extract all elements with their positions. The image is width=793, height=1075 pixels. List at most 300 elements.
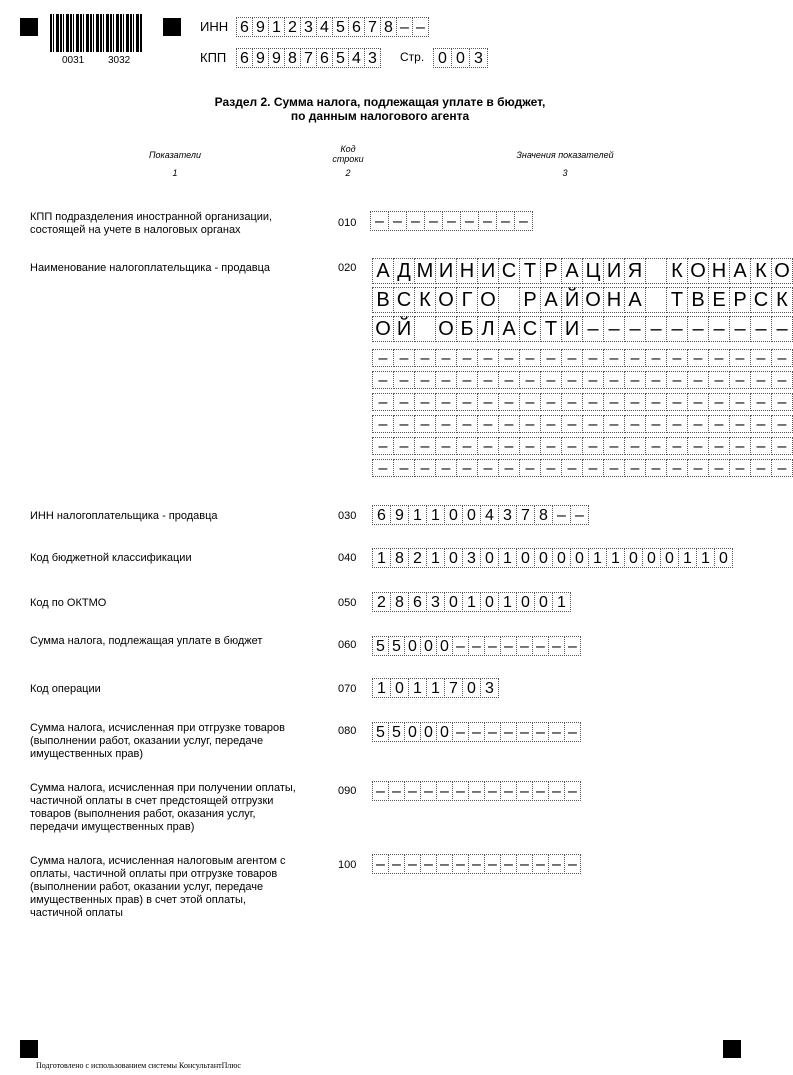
row-060-cell-12: – bbox=[564, 636, 581, 656]
row-020-empty-cell-1-5: – bbox=[477, 371, 499, 389]
row-020-empty-cell-5-5: – bbox=[477, 459, 499, 477]
row-020-empty-cell-5-1: – bbox=[393, 459, 415, 477]
row-020-line2-cell-15: В bbox=[687, 287, 709, 313]
row-080-cell-1: 5 bbox=[388, 722, 405, 742]
kpp-cells bbox=[236, 48, 380, 68]
row-020-line2-cell-17: Р bbox=[729, 287, 751, 313]
row-100-cells bbox=[372, 854, 580, 874]
row-020-empty-cell-0-8: – bbox=[540, 349, 562, 367]
inn-cell-6: 5 bbox=[332, 17, 349, 37]
row-040-cell-6: 0 bbox=[480, 548, 499, 568]
inn-cell-10: – bbox=[396, 17, 413, 37]
row-020-line2 bbox=[372, 287, 792, 313]
row-020-line2-cell-14: Т bbox=[666, 287, 688, 313]
row-030-cell-3: 1 bbox=[426, 505, 445, 525]
row-090-cell-11: – bbox=[548, 781, 565, 801]
row-020-empty-cell-3-1: – bbox=[393, 415, 415, 433]
row-020-line1-cell-1: Д bbox=[393, 258, 415, 284]
row-020-empty-cell-2-11: – bbox=[603, 393, 625, 411]
row-020-empty-cell-1-18: – bbox=[750, 371, 772, 389]
row-020-empty-line-3 bbox=[372, 415, 792, 433]
row-040-label: Код бюджетной классификации bbox=[30, 552, 192, 564]
row-020-empty-cell-0-19: – bbox=[771, 349, 793, 367]
inn-cell-0: 6 bbox=[236, 17, 253, 37]
row-040-code: 040 bbox=[338, 552, 357, 564]
row-020-empty-cell-4-19: – bbox=[771, 437, 793, 455]
row-020-code: 020 bbox=[338, 262, 357, 274]
row-100-cell-11: – bbox=[548, 854, 565, 874]
row-090-code: 090 bbox=[338, 785, 357, 797]
row-020-empty-cell-4-3: – bbox=[435, 437, 457, 455]
row-020-empty-cell-0-13: – bbox=[645, 349, 667, 367]
row-020-line2-cell-7: Р bbox=[519, 287, 541, 313]
row-030-cell-8: 7 bbox=[516, 505, 535, 525]
row-070-cell-0: 1 bbox=[372, 678, 391, 698]
row-020-empty-cell-4-12: – bbox=[624, 437, 646, 455]
row-020-line1-cell-19: О bbox=[771, 258, 793, 284]
row-020-empty-cell-5-8: – bbox=[540, 459, 562, 477]
row-020-empty-cell-4-2: – bbox=[414, 437, 436, 455]
row-020-empty-cell-4-14: – bbox=[666, 437, 688, 455]
row-020-empty-line-5 bbox=[372, 459, 792, 477]
row-040-cell-15: 0 bbox=[642, 548, 661, 568]
inn-label: ИНН bbox=[200, 19, 229, 34]
row-020-empty-cell-1-16: – bbox=[708, 371, 730, 389]
row-020-empty-cell-5-3: – bbox=[435, 459, 457, 477]
row-020-line2-cell-2: К bbox=[414, 287, 436, 313]
row-020-empty-cell-3-17: – bbox=[729, 415, 751, 433]
row-020-empty-cell-1-6: – bbox=[498, 371, 520, 389]
column-number-2: 2 bbox=[345, 168, 351, 178]
row-030-cell-10: – bbox=[552, 505, 571, 525]
row-020-line3-cell-7: С bbox=[519, 316, 541, 342]
kpp-cell-5: 6 bbox=[316, 48, 333, 68]
row-020-line1-cell-8: Р bbox=[540, 258, 562, 284]
row-020-empty-cell-0-16: – bbox=[708, 349, 730, 367]
row-100-cell-3: – bbox=[420, 854, 437, 874]
section-title bbox=[0, 95, 760, 123]
row-020-empty-cell-1-14: – bbox=[666, 371, 688, 389]
row-020-empty-cell-3-2: – bbox=[414, 415, 436, 433]
row-020-line1-cell-11: И bbox=[603, 258, 625, 284]
row-040-cell-16: 0 bbox=[660, 548, 679, 568]
row-020-empty-cell-5-16: – bbox=[708, 459, 730, 477]
row-080-cell-0: 5 bbox=[372, 722, 389, 742]
row-100-cell-4: – bbox=[436, 854, 453, 874]
row-020-line2-cell-16: Е bbox=[708, 287, 730, 313]
row-020-line2-cell-1: С bbox=[393, 287, 415, 313]
row-080-cell-8: – bbox=[500, 722, 517, 742]
row-050-code: 050 bbox=[338, 597, 357, 609]
row-020-empty-cell-5-11: – bbox=[603, 459, 625, 477]
row-020-empty-cell-5-0: – bbox=[372, 459, 394, 477]
kpp-cell-4: 7 bbox=[300, 48, 317, 68]
row-020-empty-cell-1-4: – bbox=[456, 371, 478, 389]
row-060-cell-4: 0 bbox=[436, 636, 453, 656]
row-020-empty-cell-2-12: – bbox=[624, 393, 646, 411]
inn-cell-1: 9 bbox=[252, 17, 269, 37]
row-020-empty-cell-3-6: – bbox=[498, 415, 520, 433]
row-010-cell-7: – bbox=[496, 211, 515, 231]
row-020-empty-cell-4-6: – bbox=[498, 437, 520, 455]
kpp-label: КПП bbox=[200, 50, 227, 65]
row-020-empty-cell-2-17: – bbox=[729, 393, 751, 411]
row-030-cell-5: 0 bbox=[462, 505, 481, 525]
row-020-line3-cell-14: – bbox=[666, 316, 688, 342]
row-010-cell-2: – bbox=[406, 211, 425, 231]
row-040-cell-5: 3 bbox=[462, 548, 481, 568]
kpp-cell-3: 8 bbox=[284, 48, 301, 68]
row-080-cell-11: – bbox=[548, 722, 565, 742]
row-020-empty-cell-5-10: – bbox=[582, 459, 604, 477]
row-060-cell-6: – bbox=[468, 636, 485, 656]
row-020-empty-cell-5-19: – bbox=[771, 459, 793, 477]
row-020-empty-cell-1-2: – bbox=[414, 371, 436, 389]
inn-cell-11: – bbox=[412, 17, 429, 37]
row-020-line2-cell-0: В bbox=[372, 287, 394, 313]
row-060-cell-0: 5 bbox=[372, 636, 389, 656]
row-020-line3-cell-6: А bbox=[498, 316, 520, 342]
row-020-empty-cell-1-3: – bbox=[435, 371, 457, 389]
row-010-cell-6: – bbox=[478, 211, 497, 231]
row-080-cell-10: – bbox=[532, 722, 549, 742]
row-020-line1-cell-16: Н bbox=[708, 258, 730, 284]
row-040-cell-0: 1 bbox=[372, 548, 391, 568]
row-020-line1-cell-0: А bbox=[372, 258, 394, 284]
row-020-empty-cell-4-7: – bbox=[519, 437, 541, 455]
row-010-cells bbox=[370, 211, 532, 231]
row-040-cell-13: 1 bbox=[606, 548, 625, 568]
row-030-cell-1: 9 bbox=[390, 505, 409, 525]
row-020-empty-cell-3-9: – bbox=[561, 415, 583, 433]
page-cell-0: 0 bbox=[433, 48, 452, 68]
row-040-cell-1: 8 bbox=[390, 548, 409, 568]
row-030-cell-0: 6 bbox=[372, 505, 391, 525]
row-020-empty-cell-5-7: – bbox=[519, 459, 541, 477]
row-020-empty-cell-2-18: – bbox=[750, 393, 772, 411]
row-090-cell-4: – bbox=[436, 781, 453, 801]
row-020-empty-cell-2-10: – bbox=[582, 393, 604, 411]
kpp-cell-2: 9 bbox=[268, 48, 285, 68]
row-020-empty-cell-1-17: – bbox=[729, 371, 751, 389]
row-020-line1-cell-7: Т bbox=[519, 258, 541, 284]
kpp-cell-7: 4 bbox=[348, 48, 365, 68]
barcode-number-right: 3032 bbox=[108, 55, 131, 66]
row-090-cell-5: – bbox=[452, 781, 469, 801]
row-020-line3-cell-19: – bbox=[771, 316, 793, 342]
row-020-line2-cell-11: Н bbox=[603, 287, 625, 313]
row-020-line3-cell-9: И bbox=[561, 316, 583, 342]
row-020-empty-cell-5-12: – bbox=[624, 459, 646, 477]
row-020-line2-cell-4: Г bbox=[456, 287, 478, 313]
row-030-cell-7: 3 bbox=[498, 505, 517, 525]
column-header-code: Код строки bbox=[332, 144, 364, 164]
row-080-cell-12: – bbox=[564, 722, 581, 742]
row-100-label: Сумма налога, исчисленная налоговым агентом с оплаты, частичной оплаты при отгрузке товаров (выполнении работ, оказании услуг, передаче имущественных прав) в счет этой оплаты, частичной оплаты bbox=[30, 855, 286, 919]
row-030-label: ИНН налогоплательщика - продавца bbox=[30, 510, 218, 522]
row-020-empty-cell-0-11: – bbox=[603, 349, 625, 367]
kpp-cell-0: 6 bbox=[236, 48, 253, 68]
row-090-label: Сумма налога, исчисленная при получении оплаты, частичной оплаты в счет предстоящей отгрузки товаров (выполнения работ, оказания услуг, передачи имущественных прав) bbox=[30, 782, 296, 833]
row-020-line2-cell-5: О bbox=[477, 287, 499, 313]
row-020-empty-cell-0-15: – bbox=[687, 349, 709, 367]
row-060-cell-11: – bbox=[548, 636, 565, 656]
row-020-line3-cell-15: – bbox=[687, 316, 709, 342]
row-050-cell-2: 6 bbox=[408, 592, 427, 612]
row-020-empty-cell-1-9: – bbox=[561, 371, 583, 389]
row-050-cell-9: 0 bbox=[534, 592, 553, 612]
row-020-line1-cell-10: Ц bbox=[582, 258, 604, 284]
row-020-line3-cell-18: – bbox=[750, 316, 772, 342]
row-010-cell-4: – bbox=[442, 211, 461, 231]
row-080-cell-7: – bbox=[484, 722, 501, 742]
row-020-empty-cell-3-14: – bbox=[666, 415, 688, 433]
row-030-cell-9: 8 bbox=[534, 505, 553, 525]
row-100-code: 100 bbox=[338, 859, 357, 871]
row-050-cell-3: 3 bbox=[426, 592, 445, 612]
row-020-line1-cell-17: А bbox=[729, 258, 751, 284]
row-020-empty-cell-0-5: – bbox=[477, 349, 499, 367]
row-020-empty-cell-0-6: – bbox=[498, 349, 520, 367]
row-060-cell-9: – bbox=[516, 636, 533, 656]
row-020-line3-cell-3: О bbox=[435, 316, 457, 342]
row-020-empty-cell-4-13: – bbox=[645, 437, 667, 455]
row-010-cell-5: – bbox=[460, 211, 479, 231]
row-040-cell-8: 0 bbox=[516, 548, 535, 568]
corner-marker-bottom-left bbox=[20, 1040, 38, 1058]
row-010-cell-8: – bbox=[514, 211, 533, 231]
row-100-cell-6: – bbox=[468, 854, 485, 874]
row-020-empty-cell-3-15: – bbox=[687, 415, 709, 433]
row-020-empty-cell-4-17: – bbox=[729, 437, 751, 455]
row-060-label: Сумма налога, подлежащая уплате в бюджет bbox=[30, 635, 263, 647]
row-070-cell-3: 1 bbox=[426, 678, 445, 698]
row-020-empty-cell-3-8: – bbox=[540, 415, 562, 433]
row-090-cells bbox=[372, 781, 580, 801]
corner-marker-top-left bbox=[20, 18, 38, 36]
row-060-cell-3: 0 bbox=[420, 636, 437, 656]
row-020-empty-cell-2-6: – bbox=[498, 393, 520, 411]
page-cell-1: 0 bbox=[451, 48, 470, 68]
row-020-line3-cell-5: Л bbox=[477, 316, 499, 342]
row-020-empty-cell-2-0: – bbox=[372, 393, 394, 411]
row-050-cell-0: 2 bbox=[372, 592, 391, 612]
row-020-empty-cell-5-13: – bbox=[645, 459, 667, 477]
row-020-empty-cell-3-3: – bbox=[435, 415, 457, 433]
row-100-cell-5: – bbox=[452, 854, 469, 874]
row-050-label: Код по ОКТМО bbox=[30, 597, 107, 609]
row-100-cell-0: – bbox=[372, 854, 389, 874]
row-050-cell-6: 0 bbox=[480, 592, 499, 612]
row-020-empty-cell-1-0: – bbox=[372, 371, 394, 389]
row-020-empty-cell-5-17: – bbox=[729, 459, 751, 477]
row-060-cells bbox=[372, 636, 580, 656]
row-010-cell-1: – bbox=[388, 211, 407, 231]
row-020-line2-cell-18: С bbox=[750, 287, 772, 313]
row-070-cells bbox=[372, 678, 498, 698]
row-020-line1-cell-2: М bbox=[414, 258, 436, 284]
page-cells bbox=[433, 48, 487, 68]
column-header-values: Значения показателей bbox=[516, 150, 614, 160]
row-020-empty-cell-4-11: – bbox=[603, 437, 625, 455]
row-020-empty-cell-0-14: – bbox=[666, 349, 688, 367]
row-070-code: 070 bbox=[338, 683, 357, 695]
row-020-line1-cell-14: К bbox=[666, 258, 688, 284]
row-040-cell-9: 0 bbox=[534, 548, 553, 568]
row-020-empty-cell-0-3: – bbox=[435, 349, 457, 367]
row-020-empty-cell-1-10: – bbox=[582, 371, 604, 389]
row-040-cell-11: 0 bbox=[570, 548, 589, 568]
section-title-line1: Раздел 2. Сумма налога, подлежащая уплате в бюджет, bbox=[214, 95, 546, 109]
row-020-line2-cell-19: К bbox=[771, 287, 793, 313]
inn-cell-2: 1 bbox=[268, 17, 285, 37]
row-020-empty-cell-2-13: – bbox=[645, 393, 667, 411]
row-020-empty-cell-5-6: – bbox=[498, 459, 520, 477]
row-020-empty-cell-3-0: – bbox=[372, 415, 394, 433]
row-100-cell-7: – bbox=[484, 854, 501, 874]
row-100-cell-9: – bbox=[516, 854, 533, 874]
row-100-cell-2: – bbox=[404, 854, 421, 874]
row-020-empty-cell-1-8: – bbox=[540, 371, 562, 389]
row-020-empty-cell-1-12: – bbox=[624, 371, 646, 389]
row-020-empty-cell-3-5: – bbox=[477, 415, 499, 433]
row-020-empty-cell-4-5: – bbox=[477, 437, 499, 455]
inn-cell-5: 4 bbox=[316, 17, 333, 37]
row-020-empty-cell-4-8: – bbox=[540, 437, 562, 455]
row-020-empty-cell-3-11: – bbox=[603, 415, 625, 433]
row-010-code: 010 bbox=[338, 217, 357, 229]
row-020-empty-cell-2-5: – bbox=[477, 393, 499, 411]
row-020-line1-cell-4: Н bbox=[456, 258, 478, 284]
row-020-line1-cell-9: А bbox=[561, 258, 583, 284]
row-020-empty-cell-1-7: – bbox=[519, 371, 541, 389]
page-label: Стр. bbox=[400, 50, 425, 64]
row-050-cell-1: 8 bbox=[390, 592, 409, 612]
row-080-label: Сумма налога, исчисленная при отгрузке товаров (выполнении работ, оказании услуг, передаче имущественных прав) bbox=[30, 722, 285, 760]
row-020-empty-cell-2-14: – bbox=[666, 393, 688, 411]
row-090-cell-6: – bbox=[468, 781, 485, 801]
row-020-empty-cell-2-3: – bbox=[435, 393, 457, 411]
row-070-cell-4: 7 bbox=[444, 678, 463, 698]
barcode bbox=[50, 14, 142, 52]
row-020-line3-cell-1: Й bbox=[393, 316, 415, 342]
row-020-line2-cell-12: А bbox=[624, 287, 646, 313]
row-020-empty-cell-5-9: – bbox=[561, 459, 583, 477]
row-020-empty-cell-4-16: – bbox=[708, 437, 730, 455]
row-020-empty-cell-0-4: – bbox=[456, 349, 478, 367]
row-020-empty-cell-0-0: – bbox=[372, 349, 394, 367]
row-020-empty-cell-0-7: – bbox=[519, 349, 541, 367]
row-020-line1 bbox=[372, 258, 792, 284]
row-020-empty-cell-2-15: – bbox=[687, 393, 709, 411]
row-020-empty-cell-2-9: – bbox=[561, 393, 583, 411]
row-040-cell-18: 1 bbox=[696, 548, 715, 568]
row-020-empty-cell-0-18: – bbox=[750, 349, 772, 367]
row-040-cells bbox=[372, 548, 732, 568]
row-020-label: Наименование налогоплательщика - продавца bbox=[30, 262, 271, 274]
row-020-line2-cell-3: О bbox=[435, 287, 457, 313]
row-020-empty-cell-4-18: – bbox=[750, 437, 772, 455]
row-100-cell-8: – bbox=[500, 854, 517, 874]
row-060-cell-10: – bbox=[532, 636, 549, 656]
row-080-cell-9: – bbox=[516, 722, 533, 742]
row-090-cell-2: – bbox=[404, 781, 421, 801]
row-050-cells bbox=[372, 592, 570, 612]
row-080-cells bbox=[372, 722, 580, 742]
row-020-empty-cell-1-13: – bbox=[645, 371, 667, 389]
footer-note: Подготовлено с использованием системы КонсультантПлюс bbox=[36, 1061, 241, 1070]
row-040-cell-4: 0 bbox=[444, 548, 463, 568]
row-030-cell-2: 1 bbox=[408, 505, 427, 525]
row-020-line1-cell-15: О bbox=[687, 258, 709, 284]
row-020-line3-cell-2 bbox=[414, 316, 436, 342]
row-020-empty-cell-0-17: – bbox=[729, 349, 751, 367]
row-020-empty-cell-3-4: – bbox=[456, 415, 478, 433]
row-020-line2-cell-13 bbox=[645, 287, 667, 313]
row-020-line3-cell-16: – bbox=[708, 316, 730, 342]
row-060-cell-5: – bbox=[452, 636, 469, 656]
row-020-empty-cell-5-2: – bbox=[414, 459, 436, 477]
row-020-empty-cell-2-1: – bbox=[393, 393, 415, 411]
inn-cell-3: 2 bbox=[284, 17, 301, 37]
row-020-empty-cell-2-4: – bbox=[456, 393, 478, 411]
row-020-line1-cell-3: И bbox=[435, 258, 457, 284]
row-020-empty-cell-5-4: – bbox=[456, 459, 478, 477]
row-020-empty-cell-4-1: – bbox=[393, 437, 415, 455]
row-020-empty-cell-3-18: – bbox=[750, 415, 772, 433]
row-020-empty-cell-3-10: – bbox=[582, 415, 604, 433]
inn-cells bbox=[236, 17, 428, 37]
row-060-cell-2: 0 bbox=[404, 636, 421, 656]
row-030-code: 030 bbox=[338, 510, 357, 522]
row-020-empty-cell-3-7: – bbox=[519, 415, 541, 433]
row-020-empty-cell-4-4: – bbox=[456, 437, 478, 455]
row-020-empty-line-4 bbox=[372, 437, 792, 455]
row-020-line3-cell-17: – bbox=[729, 316, 751, 342]
row-020-line1-cell-18: К bbox=[750, 258, 772, 284]
row-020-line3-cell-13: – bbox=[645, 316, 667, 342]
row-010-cell-3: – bbox=[424, 211, 443, 231]
row-060-code: 060 bbox=[338, 639, 357, 651]
row-020-empty-cell-0-1: – bbox=[393, 349, 415, 367]
row-090-cell-3: – bbox=[420, 781, 437, 801]
kpp-cell-6: 5 bbox=[332, 48, 349, 68]
kpp-cell-1: 9 bbox=[252, 48, 269, 68]
row-020-empty-cell-5-18: – bbox=[750, 459, 772, 477]
row-020-line1-cell-13 bbox=[645, 258, 667, 284]
row-040-cell-7: 1 bbox=[498, 548, 517, 568]
row-070-cell-1: 0 bbox=[390, 678, 409, 698]
row-030-cell-6: 4 bbox=[480, 505, 499, 525]
row-020-empty-line-1 bbox=[372, 371, 792, 389]
row-020-line3-cell-12: – bbox=[624, 316, 646, 342]
row-070-cell-2: 1 bbox=[408, 678, 427, 698]
row-020-empty-cell-1-11: – bbox=[603, 371, 625, 389]
row-100-cell-12: – bbox=[564, 854, 581, 874]
column-number-3: 3 bbox=[562, 168, 568, 178]
row-050-cell-5: 1 bbox=[462, 592, 481, 612]
row-020-empty-cell-5-14: – bbox=[666, 459, 688, 477]
row-050-cell-8: 0 bbox=[516, 592, 535, 612]
inn-cell-7: 6 bbox=[348, 17, 365, 37]
row-020-empty-cell-4-15: – bbox=[687, 437, 709, 455]
row-070-label: Код операции bbox=[30, 683, 101, 695]
row-020-empty-cell-1-15: – bbox=[687, 371, 709, 389]
row-020-empty-cell-2-7: – bbox=[519, 393, 541, 411]
row-020-line2-cell-8: А bbox=[540, 287, 562, 313]
row-060-cell-7: – bbox=[484, 636, 501, 656]
row-020-line3 bbox=[372, 316, 792, 342]
